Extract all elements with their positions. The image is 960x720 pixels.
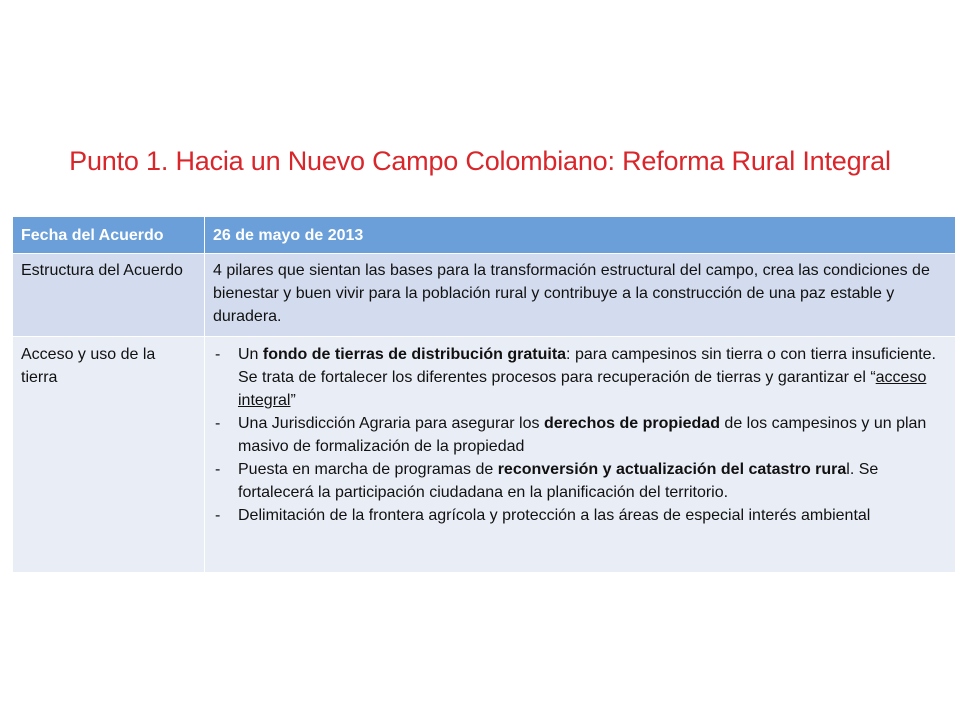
table-row-estructura [13,254,956,337]
bullet-dash: - [215,461,221,478]
bullet-dash: - [215,415,221,432]
bullet-text-segment: fondo de tierras de distribución gratuita [262,346,567,363]
acceso-value-cell [205,337,956,573]
bullet-text-segment: acceso integral [238,369,927,409]
estructura-value-cell: 4 pilares que sientan las bases para la transformación estructural del campo, crea las condiciones de bienestar y buen vivir para la población rural y contribuye a la construcción de una paz estable y duradera. [205,254,956,337]
bullet-text-segment: derechos de propiedad [543,415,720,432]
agreement-table [12,216,956,573]
estructura-label-cell: Estructura del Acuerdo [13,254,205,337]
bullet-dash: - [215,346,221,363]
header-label-cell: Fecha del Acuerdo [13,217,205,254]
acceso-label-cell: Acceso y uso de la tierra [13,337,205,573]
bullet-text-segment: : para campesinos sin tierra o con tierra insuficiente. Se trata de fortalecer los diferentes procesos para recuperación de tierras y garantizar el “ [238,346,936,386]
acceso-bullet-item [213,458,947,504]
bullet-text-segment: Delimitación de la frontera agrícola y protección a las áreas de especial interés ambiental [238,507,871,524]
bullet-text-segment: Un [238,346,263,363]
slide-title: Punto 1. Hacia un Nuevo Campo Colombiano: Reforma Rural Integral [69,146,891,176]
bullet-text-segment: l. Se fortalecerá la participación ciudadana en la planificación del territorio. [238,461,879,501]
bullet-text-segment: de los campesinos y un plan masivo de formalización de la propiedad [238,415,927,455]
table-header-row [13,217,956,254]
bullet-text-segment: ” [290,392,296,409]
bullet-text-segment: Puesta en marcha de programas de [238,461,498,478]
acceso-bullet-item [213,412,947,458]
bullet-text-segment: reconversión y actualización del catastro rura [497,461,847,478]
bullet-dash: - [215,507,221,524]
header-value-cell: 26 de mayo de 2013 [205,217,956,254]
acceso-bullet-item [213,343,947,412]
bullet-text-segment: Una Jurisdicción Agraria para asegurar los [238,415,544,432]
acceso-bullet-item [213,504,947,527]
table-row-acceso [13,337,956,573]
acceso-bullet-list [213,343,947,527]
